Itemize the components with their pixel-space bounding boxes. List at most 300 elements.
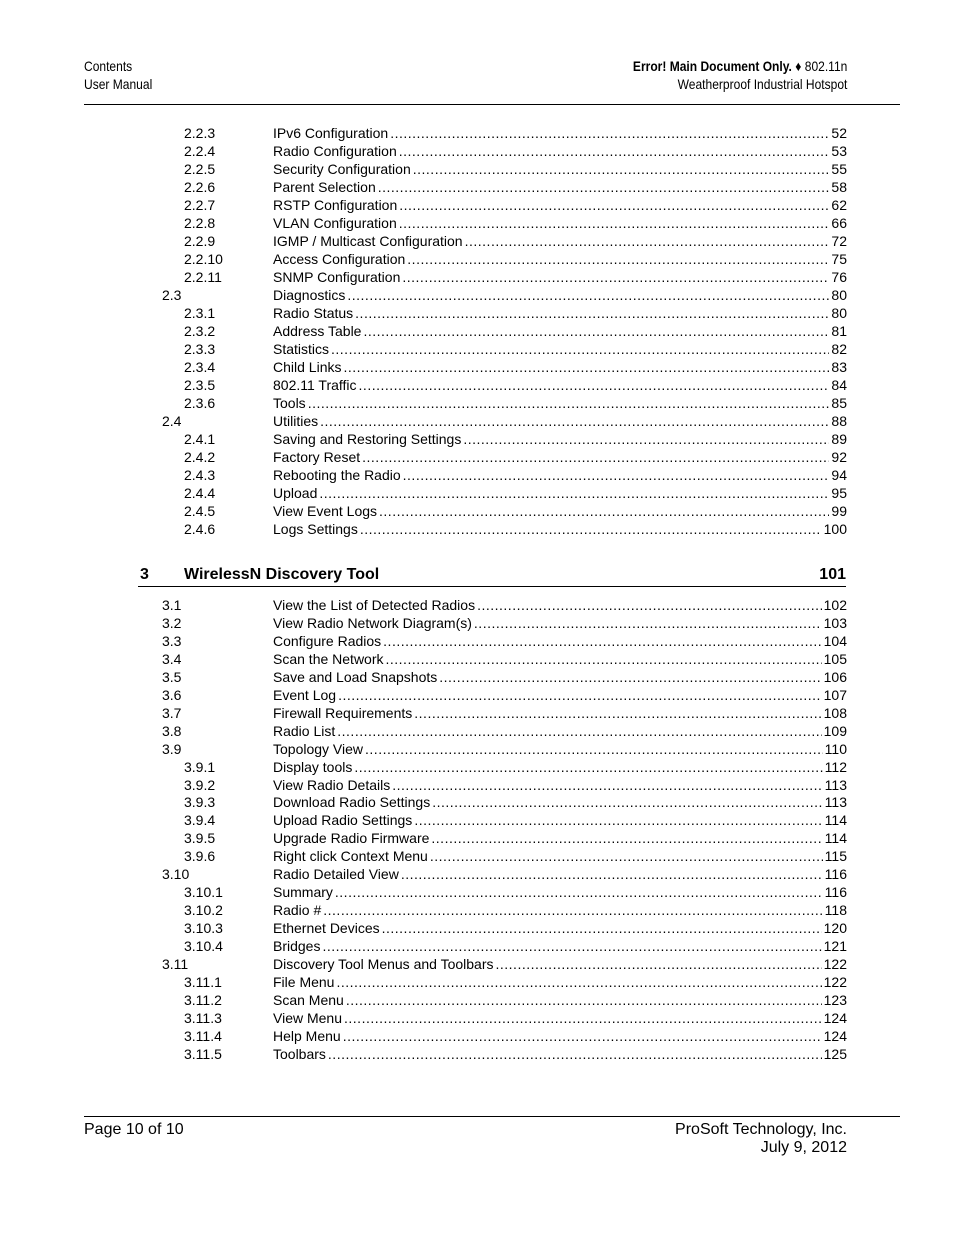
toc-entry[interactable]: [0, 142, 954, 160]
toc-entry-page: 72: [831, 233, 847, 249]
dot-leader: [343, 358, 829, 376]
toc-entry-number: 2.3.5: [184, 377, 216, 393]
toc-entry-title: 802.11 Traffic: [273, 377, 357, 393]
toc-entry-leader: [273, 124, 847, 142]
toc-entry-page: 115: [824, 848, 847, 865]
toc-entry-number: 2.2.5: [184, 161, 216, 177]
toc-entry[interactable]: [0, 596, 954, 614]
toc-entry-leader: [273, 650, 847, 668]
toc-entry-number: 3.2: [162, 614, 182, 631]
toc-entry-page: 106: [823, 668, 847, 685]
toc-entry[interactable]: [0, 178, 954, 196]
page-header: [0, 0, 954, 106]
header-doc-type: User Manual: [84, 76, 153, 92]
toc-entry-leader: [273, 758, 847, 776]
toc-entry-number: 2.2.11: [184, 269, 222, 285]
toc-entry-page: 80: [831, 305, 847, 321]
toc-entry-number: 3.11.2: [184, 991, 222, 1008]
header-divider: [84, 104, 900, 105]
dot-leader: [407, 250, 829, 268]
dot-leader: [402, 268, 829, 286]
toc-entry-number: 3.9.4: [184, 812, 216, 829]
toc-entry-page: 76: [831, 269, 847, 285]
dot-leader: [432, 793, 822, 811]
dot-leader: [463, 430, 829, 448]
toc-entry-page: 113: [824, 776, 847, 793]
toc-entry-title: Right click Context Menu: [273, 848, 428, 865]
toc-entry-title: Display tools: [273, 758, 353, 775]
dot-leader: [496, 955, 822, 973]
toc-entry-title: File Menu: [273, 973, 335, 990]
dot-leader: [362, 448, 829, 466]
toc-entry-leader: [273, 304, 847, 322]
toc-entry-title: Toolbars: [273, 1045, 326, 1062]
toc-entry-title: Logs Settings: [273, 521, 358, 537]
toc-entry[interactable]: [0, 919, 954, 937]
toc-entry-leader: [273, 937, 847, 955]
toc-entry-page: 121: [823, 938, 847, 955]
toc-entry-number: 2.2.7: [184, 197, 216, 213]
toc-entry-number: 3.10.3: [184, 920, 223, 937]
toc-entry-leader: [273, 430, 847, 448]
toc-entry-number: 3.11.1: [184, 973, 222, 990]
header-product-line: [633, 58, 847, 74]
toc-entry[interactable]: [0, 955, 954, 973]
toc-entry-page: 118: [824, 902, 847, 919]
toc-entry-title: Ethernet Devices: [273, 920, 380, 937]
toc-entry[interactable]: [0, 232, 954, 250]
toc-entry-page: 114: [824, 830, 847, 847]
toc-entry-title: Scan the Network: [273, 650, 384, 667]
toc-entry-title: Bridges: [273, 938, 321, 955]
toc-entry[interactable]: [0, 722, 954, 740]
dot-leader: [346, 991, 822, 1009]
dot-leader: [319, 484, 829, 502]
toc-entry[interactable]: [0, 704, 954, 722]
toc-entry[interactable]: [0, 286, 954, 304]
toc-entry[interactable]: [0, 811, 954, 829]
toc-entry-title: Tools: [273, 395, 306, 411]
toc-entry-title: Saving and Restoring Settings: [273, 431, 462, 447]
toc-entry[interactable]: [0, 322, 954, 340]
toc-entry-page: 109: [823, 722, 847, 739]
footer-divider: [84, 1116, 900, 1117]
toc-entry-page: 123: [823, 991, 847, 1008]
toc-entry[interactable]: [0, 614, 954, 632]
dot-leader: [465, 232, 830, 250]
dot-leader: [331, 340, 829, 358]
toc-entry-title: Configure Radios: [273, 632, 382, 649]
toc-entry-number: 2.3: [162, 287, 182, 303]
toc-entry[interactable]: [0, 376, 954, 394]
toc-entry[interactable]: [0, 973, 954, 991]
toc-entry-leader: [273, 776, 847, 794]
toc-entry-number: 2.2.4: [184, 143, 216, 159]
toc-entry-number: 3.9: [162, 740, 182, 757]
toc-entry-leader: [273, 178, 847, 196]
toc-entry-page: 75: [831, 251, 847, 267]
toc-entry[interactable]: [0, 901, 954, 919]
header-section-label: Contents: [84, 58, 133, 74]
dot-leader: [338, 686, 822, 704]
dot-leader: [363, 322, 829, 340]
toc-entry-leader: [273, 394, 847, 412]
toc-entry-number: 3.6: [162, 686, 182, 703]
toc-entry-number: 2.3.2: [184, 323, 216, 339]
toc-entry-number: 2.3.6: [184, 395, 216, 411]
toc-entry-leader: [273, 1009, 847, 1027]
toc-entry-leader: [273, 722, 847, 740]
toc-entry-number: 2.3.4: [184, 359, 216, 375]
toc-entry-page: 58: [831, 179, 847, 195]
toc-entry-number: 3.8: [162, 722, 182, 739]
toc-entry[interactable]: [0, 776, 954, 794]
dot-leader: [378, 178, 830, 196]
toc-entry-title: SNMP Configuration: [273, 269, 401, 285]
toc-entry-leader: [273, 883, 847, 901]
dot-leader: [322, 937, 821, 955]
toc-entry-leader: [273, 412, 847, 430]
toc-entry[interactable]: [0, 358, 954, 376]
toc-entry-title: View Radio Network Diagram(s): [273, 614, 472, 631]
toc-entry-number: 3.9.1: [184, 758, 216, 775]
toc-entry-number: 3.11.3: [184, 1009, 222, 1026]
toc-entry[interactable]: [0, 214, 954, 232]
toc-entry[interactable]: [0, 250, 954, 268]
dot-leader: [401, 865, 823, 883]
toc-entry-number: 3.9.6: [184, 848, 216, 865]
toc-entry-title: Upgrade Radio Firmware: [273, 830, 430, 847]
dot-leader: [360, 520, 822, 538]
toc-entry[interactable]: [0, 304, 954, 322]
toc-entry[interactable]: [0, 268, 954, 286]
toc-entry-leader: [273, 250, 847, 268]
toc-entry-number: 3.10: [162, 866, 190, 883]
toc-entry-leader: [273, 596, 847, 614]
dot-leader: [355, 304, 829, 322]
toc-entry-title: View the List of Detected Radios: [273, 597, 476, 613]
header-error-text: Error! Main Document Only.: [632, 58, 792, 74]
toc-entry-title: Radio List: [273, 722, 336, 739]
toc-entry-number: 3.10.2: [184, 902, 223, 919]
toc-entry[interactable]: [0, 466, 954, 484]
toc-entry-number: 2.2.8: [184, 215, 216, 231]
toc-entry[interactable]: [0, 1045, 954, 1063]
dot-leader: [386, 650, 822, 668]
toc-entry-number: 3.5: [162, 668, 182, 685]
toc-entry[interactable]: [0, 793, 954, 811]
dot-leader: [343, 1027, 822, 1045]
toc-entry-number: 3.9.3: [184, 794, 216, 811]
toc-entry-page: 55: [831, 161, 847, 177]
dot-leader: [365, 740, 823, 758]
dot-leader: [344, 1009, 822, 1027]
toc-entry-number: 3.9.2: [184, 776, 216, 793]
toc-entry-page: 99: [831, 503, 847, 519]
page-number: Page 10 of 10: [84, 1121, 184, 1138]
toc-entry-leader: [273, 502, 847, 520]
toc-entry-title: Radio Detailed View: [273, 866, 399, 883]
toc-entry-leader: [273, 847, 847, 865]
toc-entry-page: 122: [823, 956, 847, 972]
toc-entry-number: 3.3: [162, 632, 182, 649]
toc-entry-page: 100: [823, 521, 847, 537]
chapter-page: 101: [819, 566, 846, 583]
dot-leader: [390, 124, 829, 142]
toc-entry-number: 2.4.4: [184, 485, 216, 501]
toc-entry-page: 94: [831, 467, 847, 483]
toc-entry[interactable]: [0, 883, 954, 901]
toc-entry-number: 2.2.3: [184, 125, 216, 141]
toc-entry-leader: [273, 991, 847, 1009]
toc-entry-page: 114: [824, 812, 847, 829]
dot-leader: [337, 722, 821, 740]
toc-entry-page: 125: [823, 1045, 847, 1062]
toc-entry-page: 89: [831, 431, 847, 447]
dot-leader: [399, 196, 829, 214]
chapter-heading[interactable]: [138, 564, 846, 586]
toc-entry-title: Download Radio Settings: [273, 794, 431, 811]
toc-entry[interactable]: [0, 632, 954, 650]
toc-entry-page: 124: [823, 1009, 847, 1026]
toc-entry-page: 102: [823, 597, 847, 613]
toc-entry[interactable]: [0, 412, 954, 430]
toc-entry-title: Radio #: [273, 902, 322, 919]
toc-entry[interactable]: [0, 394, 954, 412]
toc-entry[interactable]: [0, 484, 954, 502]
toc-entry-title: Scan Menu: [273, 991, 344, 1008]
toc-entry-title: Parent Selection: [273, 179, 376, 195]
toc-entry-leader: [273, 919, 847, 937]
toc-entry-title: Child Links: [273, 359, 342, 375]
toc-entry[interactable]: [0, 1027, 954, 1045]
toc-entry-title: Access Configuration: [273, 251, 406, 267]
toc-entry-leader: [273, 286, 847, 304]
toc-entry-page: 83: [831, 359, 847, 375]
toc-entry-leader: [273, 901, 847, 919]
dot-leader: [347, 286, 829, 304]
toc-entry[interactable]: [0, 668, 954, 686]
toc-entry-page: 52: [831, 125, 847, 141]
toc-entry-page: 113: [824, 794, 847, 811]
toc-entry-title: Event Log: [273, 686, 337, 703]
dot-leader: [308, 394, 830, 412]
toc-entry-leader: [273, 466, 847, 484]
toc-entry[interactable]: [0, 758, 954, 776]
toc-entry-title: Firewall Requirements: [273, 704, 413, 721]
dot-leader: [403, 466, 830, 484]
toc-entry-title: Topology View: [273, 740, 364, 757]
toc-entry-leader: [273, 160, 847, 178]
toc-entry-page: 108: [823, 704, 847, 721]
toc-entry[interactable]: [0, 991, 954, 1009]
toc-entry[interactable]: [0, 650, 954, 668]
header-product-code: 802.11n: [804, 58, 847, 74]
toc-entry-leader: [273, 358, 847, 376]
toc-entry-title: Utilities: [273, 413, 319, 429]
dot-leader: [439, 668, 821, 686]
dot-leader: [323, 901, 822, 919]
toc-entry-page: 116: [824, 884, 847, 901]
toc-entry[interactable]: [0, 160, 954, 178]
toc-entry[interactable]: [0, 124, 954, 142]
toc-entry-leader: [273, 268, 847, 286]
toc-entry-title: Radio Configuration: [273, 143, 397, 159]
toc-entry[interactable]: [0, 502, 954, 520]
toc-entry-page: 122: [823, 973, 847, 990]
toc-entry-number: 2.3.1: [184, 305, 216, 321]
toc-entry-leader: [273, 1045, 847, 1063]
toc-entry-leader: [273, 484, 847, 502]
toc-entry-page: 112: [824, 758, 847, 775]
toc-entry-number: 2.4.1: [184, 431, 216, 447]
toc-entry-number: 2.4.2: [184, 449, 216, 465]
toc-entry-leader: [273, 232, 847, 250]
toc-entry-leader: [273, 668, 847, 686]
footer-date: July 9, 2012: [760, 1139, 847, 1156]
dot-leader: [474, 614, 822, 632]
toc-entry[interactable]: [0, 1009, 954, 1027]
toc-entry-number: 3.11.5: [184, 1045, 222, 1062]
dot-leader: [382, 919, 822, 937]
dot-leader: [320, 412, 829, 430]
toc-entry-page: 116: [824, 866, 847, 883]
toc-entry-page: 92: [831, 449, 847, 465]
toc-entry-title: Summary: [273, 884, 333, 901]
toc-entry-leader: [273, 214, 847, 232]
dot-leader: [392, 776, 822, 794]
toc-entry-number: 2.3.3: [184, 341, 216, 357]
toc-entry-leader: [273, 322, 847, 340]
toc-entry-page: 53: [831, 143, 847, 159]
toc-entry[interactable]: [0, 740, 954, 758]
toc-entry-leader: [273, 632, 847, 650]
toc-entry-leader: [273, 740, 847, 758]
toc-entry-page: 104: [823, 632, 847, 649]
dot-leader: [430, 847, 823, 865]
toc-entry-title: View Event Logs: [273, 503, 378, 519]
toc-entry-title: View Menu: [273, 1009, 343, 1026]
dot-leader: [336, 973, 821, 991]
dot-leader: [399, 142, 830, 160]
toc-entry-title: Save and Load Snapshots: [273, 668, 438, 685]
toc-entry-leader: [273, 955, 847, 973]
dot-leader: [383, 632, 821, 650]
footer-company: ProSoft Technology, Inc.: [675, 1121, 847, 1138]
toc-entry-number: 2.4.6: [184, 521, 216, 537]
toc-entry-page: 103: [823, 614, 847, 631]
dot-leader: [359, 376, 830, 394]
toc-entry-page: 80: [831, 287, 847, 303]
toc-entry-leader: [273, 520, 847, 538]
dot-leader: [413, 160, 830, 178]
toc-entry-page: 95: [831, 485, 847, 501]
toc-entry-title: IPv6 Configuration: [273, 125, 389, 141]
toc-entry-page: 105: [823, 650, 847, 667]
toc-entry-leader: [273, 811, 847, 829]
dot-leader: [354, 758, 822, 776]
toc-entry-number: 2.2.6: [184, 179, 216, 195]
toc-entry-page: 82: [831, 341, 847, 357]
toc-entry-leader: [273, 196, 847, 214]
toc-entry-number: 3.11.4: [184, 1027, 222, 1044]
toc-entry-leader: [273, 829, 847, 847]
toc-entry-number: 2.4: [162, 413, 182, 429]
toc-entry[interactable]: [0, 865, 954, 883]
toc-entry-number: 3.11: [162, 956, 189, 972]
toc-entry-leader: [273, 865, 847, 883]
toc-entry[interactable]: [0, 937, 954, 955]
toc-entry-number: 3.10.1: [184, 884, 223, 901]
toc-entry-page: 81: [831, 323, 847, 339]
toc-entry-page: 107: [823, 686, 847, 703]
toc-entry-page: 66: [831, 215, 847, 231]
dot-leader: [477, 596, 822, 614]
toc-entry-leader: [273, 704, 847, 722]
toc-entry[interactable]: [0, 340, 954, 358]
dot-leader: [414, 704, 821, 722]
dot-leader: [335, 883, 823, 901]
toc-entry-title: Upload Radio Settings: [273, 812, 413, 829]
toc-entry-title: Factory Reset: [273, 449, 361, 465]
toc-entry-title: Security Configuration: [273, 161, 411, 177]
toc-entry-title: IGMP / Multicast Configuration: [273, 233, 463, 249]
toc-entry-leader: [273, 448, 847, 466]
toc-entry-number: 3.4: [162, 650, 182, 667]
dot-leader: [328, 1045, 822, 1063]
toc-entry-page: 84: [831, 377, 847, 393]
toc-entry-title: Rebooting the Radio: [273, 467, 401, 483]
toc-entry[interactable]: [0, 520, 954, 538]
toc-entry-leader: [273, 686, 847, 704]
toc-entry-title: Address Table: [273, 323, 362, 339]
toc-entry-number: 2.2.10: [184, 251, 223, 267]
dot-leader: [379, 502, 829, 520]
toc-entry-number: 3.9.5: [184, 830, 216, 847]
chapter-divider: [138, 586, 846, 587]
diamond-icon: ♦: [794, 58, 802, 74]
chapter-title: WirelessN Discovery Tool: [184, 566, 380, 583]
toc-entry-page: 124: [823, 1027, 847, 1044]
toc-entry-title: Statistics: [273, 341, 330, 357]
toc-entry-page: 85: [831, 395, 847, 411]
toc-entry[interactable]: [0, 847, 954, 865]
toc-entry[interactable]: [0, 829, 954, 847]
chapter-number: 3: [140, 566, 149, 583]
toc-entry-leader: [273, 1027, 847, 1045]
toc-entry-leader: [273, 973, 847, 991]
toc-entry-title: VLAN Configuration: [273, 215, 397, 231]
toc-entry-title: Diagnostics: [273, 287, 346, 303]
toc-entry-page: 110: [824, 740, 847, 757]
toc-entry-number: 3.7: [162, 704, 182, 721]
toc-entry[interactable]: [0, 448, 954, 466]
dot-leader: [399, 214, 830, 232]
toc-entry[interactable]: [0, 430, 954, 448]
toc-entry-number: 2.2.9: [184, 233, 216, 249]
toc-entry[interactable]: [0, 196, 954, 214]
toc-entry-title: Radio Status: [273, 305, 354, 321]
toc-entry-leader: [273, 793, 847, 811]
toc-entry-page: 62: [831, 197, 847, 213]
dot-leader: [431, 829, 822, 847]
toc-entry-number: 3.10.4: [184, 938, 223, 955]
toc-entry-leader: [273, 142, 847, 160]
toc-entry-title: View Radio Details: [273, 776, 391, 793]
toc-entry[interactable]: [0, 686, 954, 704]
toc-entry-number: 3.1: [162, 597, 182, 613]
toc-entry-number: 2.4.5: [184, 503, 216, 519]
